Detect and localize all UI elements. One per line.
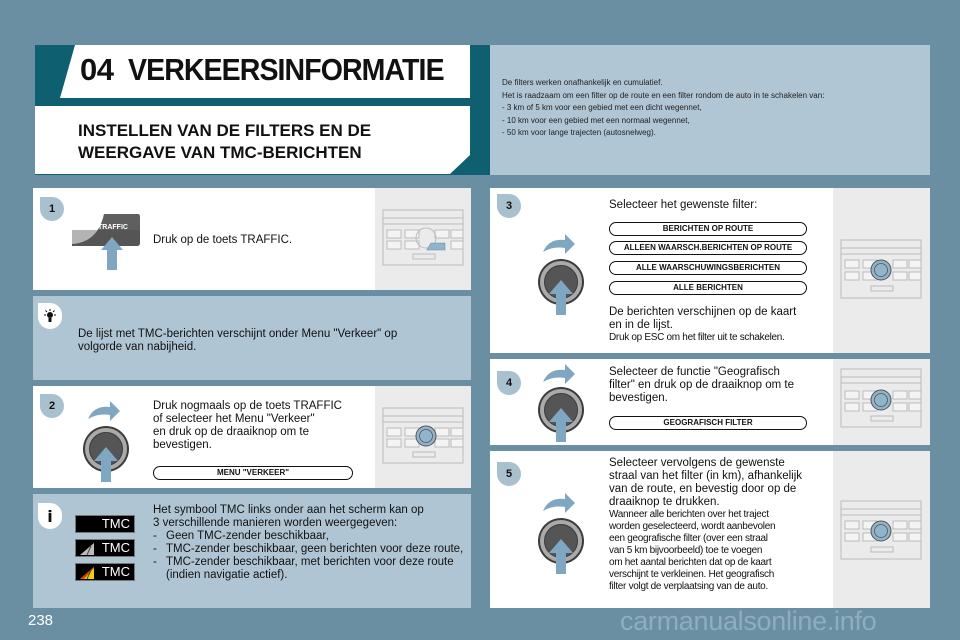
warning-triangle-yellow-icon <box>80 567 94 579</box>
section-title: INSTELLEN VAN DE FILTERS EN DE WEERGAVE VAN TMC-BERICHTEN <box>78 121 372 162</box>
rotary-knob-icon <box>80 395 140 485</box>
rotary-knob-icon <box>535 358 595 448</box>
info-icon: i <box>47 506 53 526</box>
traffic-button-label: TRAFFIC <box>98 224 128 231</box>
chapter-number: 04 <box>80 52 114 87</box>
menu-verkeer-option[interactable]: MENU "VERKEER" <box>153 466 353 480</box>
radio-console-icon <box>833 188 930 353</box>
step-1-device-area <box>375 188 471 290</box>
warning-triangle-grey-icon <box>80 543 94 555</box>
step-5-badge: 5 <box>497 462 521 486</box>
radio-console-icon <box>375 188 471 290</box>
step-4-badge: 4 <box>497 371 521 395</box>
watermark: carmanualsonline.info <box>620 606 877 636</box>
step-4-text: Selecteer de functie "Geografisch filter" en druk op de draaiknop om te bevestigen. <box>609 366 794 404</box>
traffic-button-icon <box>70 210 142 272</box>
filter-option-alle-waarschuwingen[interactable]: ALLE WAARSCHUWINGSBERICHTEN <box>609 261 807 275</box>
tmc-symbol-with-messages: TMC <box>75 563 135 581</box>
info-badge <box>38 503 62 529</box>
step-3-heading: Selecteer het gewenste filter: <box>609 199 758 211</box>
step-3-device-area <box>833 188 930 353</box>
info-text: Het symbool TMC links onder aan het scherm kan op 3 verschillende manieren worden weergegeven: - Geen TMC-zender beschikbaar, - TMC-zender beschikbaar, geen berichten voor deze route, - TMC-zender beschikbaar, met berichten voor deze route (indien navigatie actief). <box>153 504 464 581</box>
filter-option-berichten-op-route[interactable]: BERICHTEN OP ROUTE <box>609 222 807 236</box>
intro-text: De filters werken onafhankelijk en cumulatief. Het is raadzaam om een filter op de route en een filter rondom de auto in te schakelen van: - 3 km of 5 km voor een gebied met een dicht wegennet, - 10 km voor een gebied met een normaal wegennet, - 50 km voor lange trajecten (autosnelweg). <box>502 78 825 137</box>
rotary-knob-icon <box>535 228 595 318</box>
rotary-knob-icon <box>535 487 595 577</box>
radio-console-icon <box>833 451 930 608</box>
step-5-text: Selecteer vervolgens de gewenste straal van het filter (in km), afhankelijk van de route, en bevestig door op de draaiknop te drukken. Wanneer alle berichten over het traject worden geselecteerd, wordt aanbevolen een geografische filter (over een straal van 5 km bijvoorbeeld) toe te voegen om het aantal berichten dat op de kaart verschijnt te verkleinen. Het geografisch filter volgt de verplaatsing van de auto. <box>609 457 803 592</box>
tip-badge <box>38 303 62 329</box>
step-1-text: Druk op de toets TRAFFIC. <box>153 234 293 246</box>
step-3-after-text: De berichten verschijnen op de kaart en in de lijst. Druk op ESC om het filter uit te schakelen. <box>609 306 797 343</box>
filter-option-alleen-waarsch[interactable]: ALLEEN WAARSCH.BERICHTEN OP ROUTE <box>609 241 807 255</box>
step-2-badge: 2 <box>40 394 64 418</box>
step-3-badge: 3 <box>497 194 521 218</box>
filter-option-alle-berichten[interactable]: ALLE BERICHTEN <box>609 281 807 295</box>
geografisch-filter-option[interactable]: GEOGRAFISCH FILTER <box>609 416 807 430</box>
step-1-badge: 1 <box>40 197 64 221</box>
chapter-title: VERKEERSINFORMATIE <box>128 52 444 87</box>
step-4-device-area <box>833 359 930 445</box>
page-number: 238 <box>28 612 54 629</box>
lightbulb-icon <box>43 309 57 323</box>
radio-console-icon <box>375 386 471 488</box>
tip-text: De lijst met TMC-berichten verschijnt onder Menu "Verkeer" op volgorde van nabijheid. <box>78 328 398 353</box>
radio-console-icon <box>833 359 930 445</box>
step-5-device-area <box>833 451 930 608</box>
step-2-text: Druk nogmaals op de toets TRAFFIC of selecteer het Menu "Verkeer" en druk op de draaiknop om te bevestigen. <box>153 400 342 451</box>
step-2-device-area <box>375 386 471 488</box>
tmc-symbol-no-station: TMC <box>75 515 135 533</box>
tmc-symbol-no-messages: TMC <box>75 539 135 557</box>
